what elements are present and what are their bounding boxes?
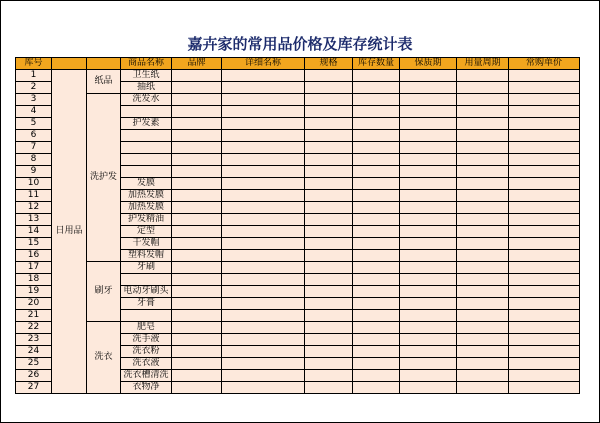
data-cell[interactable] [172, 70, 222, 82]
data-cell[interactable] [400, 274, 457, 286]
data-cell[interactable] [509, 94, 580, 106]
row-number[interactable]: 7 [16, 142, 52, 154]
data-cell[interactable] [457, 334, 509, 346]
subcategory-cell[interactable]: 纸品 [87, 70, 121, 94]
data-cell[interactable] [305, 82, 353, 94]
data-cell[interactable] [305, 274, 353, 286]
data-cell[interactable] [305, 298, 353, 310]
data-cell[interactable] [509, 334, 580, 346]
data-cell[interactable] [400, 226, 457, 238]
data-cell[interactable] [353, 118, 400, 130]
data-cell[interactable] [172, 82, 222, 94]
data-cell[interactable] [400, 142, 457, 154]
data-cell[interactable] [305, 130, 353, 142]
data-cell[interactable] [400, 310, 457, 322]
data-cell[interactable] [305, 166, 353, 178]
header-cell[interactable]: 常购单价 [509, 58, 580, 70]
subcategory-cell[interactable]: 洗衣 [87, 322, 121, 394]
data-cell[interactable] [353, 334, 400, 346]
data-cell[interactable] [400, 118, 457, 130]
data-cell[interactable] [400, 250, 457, 262]
item-name-cell[interactable]: 塑料发帽 [121, 250, 172, 262]
data-cell[interactable] [305, 190, 353, 202]
data-cell[interactable] [400, 214, 457, 226]
data-cell[interactable] [353, 166, 400, 178]
data-cell[interactable] [457, 178, 509, 190]
data-cell[interactable] [457, 382, 509, 394]
data-cell[interactable] [172, 190, 222, 202]
data-cell[interactable] [509, 118, 580, 130]
data-cell[interactable] [172, 262, 222, 274]
row-number[interactable]: 2 [16, 82, 52, 94]
item-name-cell[interactable]: 护发精油 [121, 214, 172, 226]
item-name-cell[interactable]: 洗衣液 [121, 358, 172, 370]
data-cell[interactable] [222, 238, 305, 250]
data-cell[interactable] [400, 358, 457, 370]
data-cell[interactable] [353, 226, 400, 238]
data-cell[interactable] [305, 334, 353, 346]
data-cell[interactable] [172, 94, 222, 106]
item-name-cell[interactable]: 发膜 [121, 178, 172, 190]
data-cell[interactable] [222, 118, 305, 130]
data-cell[interactable] [222, 334, 305, 346]
data-cell[interactable] [353, 106, 400, 118]
row-number[interactable]: 16 [16, 250, 52, 262]
data-cell[interactable] [509, 202, 580, 214]
data-cell[interactable] [457, 142, 509, 154]
data-cell[interactable] [172, 202, 222, 214]
data-cell[interactable] [509, 286, 580, 298]
header-cell[interactable]: 品牌 [172, 58, 222, 70]
row-number[interactable]: 5 [16, 118, 52, 130]
data-cell[interactable] [305, 286, 353, 298]
item-name-cell[interactable]: 衣物净 [121, 382, 172, 394]
row-number[interactable]: 22 [16, 322, 52, 334]
data-cell[interactable] [400, 166, 457, 178]
data-cell[interactable] [509, 166, 580, 178]
item-name-cell[interactable]: 洗发水 [121, 94, 172, 106]
data-cell[interactable] [172, 154, 222, 166]
data-cell[interactable] [305, 142, 353, 154]
data-cell[interactable] [172, 346, 222, 358]
data-cell[interactable] [172, 274, 222, 286]
category-main-cell[interactable]: 日用品 [52, 70, 87, 394]
item-name-cell[interactable]: 护发素 [121, 118, 172, 130]
data-cell[interactable] [509, 298, 580, 310]
header-cell[interactable]: 商品名称 [121, 58, 172, 70]
data-cell[interactable] [353, 370, 400, 382]
data-cell[interactable] [305, 250, 353, 262]
table-row [16, 94, 580, 106]
item-name-cell[interactable]: 电动牙刷头 [121, 286, 172, 298]
data-cell[interactable] [353, 274, 400, 286]
data-cell[interactable] [457, 298, 509, 310]
row-number[interactable]: 27 [16, 382, 52, 394]
subcategory-cell[interactable]: 刷牙 [87, 262, 121, 322]
item-name-cell[interactable] [121, 130, 172, 142]
data-cell[interactable] [400, 298, 457, 310]
data-cell[interactable] [353, 358, 400, 370]
data-cell[interactable] [172, 106, 222, 118]
header-cell[interactable] [87, 58, 121, 70]
row-number[interactable]: 20 [16, 298, 52, 310]
row-number[interactable]: 4 [16, 106, 52, 118]
item-name-cell[interactable]: 加热发膜 [121, 202, 172, 214]
row-number[interactable]: 15 [16, 238, 52, 250]
data-cell[interactable] [222, 154, 305, 166]
row-number[interactable]: 12 [16, 202, 52, 214]
data-cell[interactable] [400, 262, 457, 274]
data-cell[interactable] [400, 334, 457, 346]
data-cell[interactable] [172, 370, 222, 382]
item-name-cell[interactable] [121, 142, 172, 154]
data-cell[interactable] [457, 70, 509, 82]
data-cell[interactable] [305, 118, 353, 130]
header-cell[interactable]: 规格 [305, 58, 353, 70]
header-cell[interactable]: 库号 [16, 58, 52, 70]
data-cell[interactable] [353, 190, 400, 202]
data-cell[interactable] [172, 358, 222, 370]
data-cell[interactable] [222, 286, 305, 298]
data-cell[interactable] [509, 382, 580, 394]
data-cell[interactable] [457, 118, 509, 130]
data-cell[interactable] [305, 370, 353, 382]
data-cell[interactable] [457, 106, 509, 118]
data-cell[interactable] [172, 250, 222, 262]
data-cell[interactable] [172, 238, 222, 250]
data-cell[interactable] [353, 286, 400, 298]
data-cell[interactable] [172, 298, 222, 310]
data-cell[interactable] [222, 70, 305, 82]
data-cell[interactable] [400, 70, 457, 82]
data-cell[interactable] [400, 130, 457, 142]
data-cell[interactable] [457, 166, 509, 178]
data-cell[interactable] [222, 82, 305, 94]
row-number[interactable]: 14 [16, 226, 52, 238]
data-cell[interactable] [509, 262, 580, 274]
data-cell[interactable] [509, 130, 580, 142]
data-cell[interactable] [172, 226, 222, 238]
table-row [16, 70, 580, 82]
data-cell[interactable] [353, 70, 400, 82]
item-name-cell[interactable]: 肥皂 [121, 322, 172, 334]
data-cell[interactable] [305, 310, 353, 322]
data-cell[interactable] [172, 142, 222, 154]
data-cell[interactable] [400, 202, 457, 214]
data-cell[interactable] [222, 358, 305, 370]
data-cell[interactable] [509, 178, 580, 190]
data-cell[interactable] [400, 346, 457, 358]
row-number[interactable]: 13 [16, 214, 52, 226]
data-cell[interactable] [222, 190, 305, 202]
data-cell[interactable] [400, 154, 457, 166]
row-number[interactable]: 11 [16, 190, 52, 202]
data-cell[interactable] [305, 94, 353, 106]
data-cell[interactable] [400, 94, 457, 106]
data-cell[interactable] [509, 142, 580, 154]
data-cell[interactable] [172, 310, 222, 322]
data-cell[interactable] [222, 130, 305, 142]
row-number[interactable]: 19 [16, 286, 52, 298]
data-cell[interactable] [457, 82, 509, 94]
data-cell[interactable] [457, 154, 509, 166]
data-cell[interactable] [509, 190, 580, 202]
item-name-cell[interactable]: 牙膏 [121, 298, 172, 310]
data-cell[interactable] [305, 154, 353, 166]
data-cell[interactable] [457, 346, 509, 358]
data-cell[interactable] [400, 106, 457, 118]
data-cell[interactable] [457, 310, 509, 322]
data-cell[interactable] [222, 226, 305, 238]
data-cell[interactable] [353, 382, 400, 394]
data-cell[interactable] [457, 322, 509, 334]
table-row [16, 322, 580, 334]
data-cell[interactable] [353, 214, 400, 226]
data-cell[interactable] [400, 370, 457, 382]
data-cell[interactable] [457, 202, 509, 214]
data-cell[interactable] [305, 214, 353, 226]
data-cell[interactable] [172, 166, 222, 178]
row-number[interactable]: 24 [16, 346, 52, 358]
data-cell[interactable] [509, 322, 580, 334]
data-cell[interactable] [509, 358, 580, 370]
data-cell[interactable] [353, 142, 400, 154]
data-cell[interactable] [222, 298, 305, 310]
row-number[interactable]: 23 [16, 334, 52, 346]
data-cell[interactable] [353, 202, 400, 214]
data-cell[interactable] [509, 154, 580, 166]
row-number[interactable]: 1 [16, 70, 52, 82]
item-name-cell[interactable]: 干发帽 [121, 238, 172, 250]
item-name-cell[interactable]: 洗手液 [121, 334, 172, 346]
data-cell[interactable] [457, 190, 509, 202]
spreadsheet-table [15, 57, 580, 394]
data-cell[interactable] [509, 106, 580, 118]
data-cell[interactable] [509, 346, 580, 358]
data-cell[interactable] [222, 382, 305, 394]
data-cell[interactable] [222, 310, 305, 322]
data-cell[interactable] [353, 262, 400, 274]
data-cell[interactable] [222, 346, 305, 358]
data-cell[interactable] [172, 214, 222, 226]
data-cell[interactable] [509, 274, 580, 286]
data-cell[interactable] [305, 262, 353, 274]
data-cell[interactable] [222, 370, 305, 382]
data-cell[interactable] [222, 250, 305, 262]
data-cell[interactable] [509, 310, 580, 322]
data-cell[interactable] [305, 322, 353, 334]
item-name-cell[interactable]: 加热发膜 [121, 190, 172, 202]
data-cell[interactable] [457, 238, 509, 250]
data-cell[interactable] [457, 286, 509, 298]
data-cell[interactable] [305, 226, 353, 238]
data-cell[interactable] [172, 130, 222, 142]
item-name-cell[interactable] [121, 154, 172, 166]
subcategory-cell[interactable]: 洗护发 [87, 94, 121, 262]
data-cell[interactable] [172, 334, 222, 346]
row-number[interactable]: 8 [16, 154, 52, 166]
data-cell[interactable] [222, 322, 305, 334]
data-cell[interactable] [400, 82, 457, 94]
data-cell[interactable] [353, 130, 400, 142]
data-cell[interactable] [305, 70, 353, 82]
data-cell[interactable] [222, 214, 305, 226]
data-cell[interactable] [457, 262, 509, 274]
item-name-cell[interactable]: 卫生纸 [121, 70, 172, 82]
data-cell[interactable] [457, 214, 509, 226]
row-number[interactable]: 26 [16, 370, 52, 382]
data-cell[interactable] [353, 322, 400, 334]
data-cell[interactable] [172, 286, 222, 298]
row-number[interactable]: 25 [16, 358, 52, 370]
data-cell[interactable] [400, 322, 457, 334]
data-cell[interactable] [353, 94, 400, 106]
item-name-cell[interactable]: 牙刷 [121, 262, 172, 274]
row-number[interactable]: 9 [16, 166, 52, 178]
data-cell[interactable] [457, 94, 509, 106]
item-name-cell[interactable]: 洗衣粉 [121, 346, 172, 358]
data-cell[interactable] [509, 70, 580, 82]
data-cell[interactable] [509, 226, 580, 238]
data-cell[interactable] [172, 382, 222, 394]
item-name-cell[interactable]: 洗衣槽清洗 [121, 370, 172, 382]
data-cell[interactable] [305, 358, 353, 370]
data-cell[interactable] [172, 178, 222, 190]
data-cell[interactable] [222, 166, 305, 178]
data-cell[interactable] [457, 250, 509, 262]
data-cell[interactable] [305, 202, 353, 214]
data-cell[interactable] [353, 310, 400, 322]
header-cell[interactable]: 用量周期 [457, 58, 509, 70]
data-cell[interactable] [305, 382, 353, 394]
data-cell[interactable] [400, 286, 457, 298]
data-cell[interactable] [353, 154, 400, 166]
data-cell[interactable] [353, 82, 400, 94]
data-cell[interactable] [353, 250, 400, 262]
data-cell[interactable] [222, 178, 305, 190]
header-cell[interactable] [52, 58, 87, 70]
data-cell[interactable] [400, 382, 457, 394]
data-cell[interactable] [509, 238, 580, 250]
header-row [16, 58, 580, 70]
data-cell[interactable] [305, 238, 353, 250]
data-cell[interactable] [305, 346, 353, 358]
data-cell[interactable] [457, 274, 509, 286]
row-number[interactable]: 18 [16, 274, 52, 286]
data-cell[interactable] [509, 82, 580, 94]
table-row [16, 262, 580, 274]
row-number[interactable]: 10 [16, 178, 52, 190]
row-number[interactable]: 3 [16, 94, 52, 106]
header-cell[interactable]: 详细名称 [222, 58, 305, 70]
header-cell[interactable]: 库存数量 [353, 58, 400, 70]
data-cell[interactable] [509, 250, 580, 262]
item-name-cell[interactable] [121, 310, 172, 322]
row-number[interactable]: 21 [16, 310, 52, 322]
item-name-cell[interactable]: 定型 [121, 226, 172, 238]
data-cell[interactable] [457, 226, 509, 238]
data-cell[interactable] [457, 130, 509, 142]
data-cell[interactable] [457, 370, 509, 382]
data-cell[interactable] [457, 358, 509, 370]
data-cell[interactable] [353, 298, 400, 310]
row-number[interactable]: 17 [16, 262, 52, 274]
header-cell[interactable]: 保质期 [400, 58, 457, 70]
data-cell[interactable] [400, 190, 457, 202]
item-name-cell[interactable]: 抽纸 [121, 82, 172, 94]
data-cell[interactable] [509, 370, 580, 382]
item-name-cell[interactable] [121, 166, 172, 178]
data-cell[interactable] [222, 142, 305, 154]
data-cell[interactable] [400, 178, 457, 190]
data-cell[interactable] [222, 106, 305, 118]
item-name-cell[interactable] [121, 106, 172, 118]
item-name-cell[interactable] [121, 274, 172, 286]
data-cell[interactable] [172, 118, 222, 130]
data-cell[interactable] [509, 214, 580, 226]
data-cell[interactable] [222, 262, 305, 274]
data-cell[interactable] [353, 346, 400, 358]
data-cell[interactable] [222, 94, 305, 106]
data-cell[interactable] [353, 238, 400, 250]
page-title: 嘉卉家的常用品价格及库存统计表 [187, 35, 413, 53]
data-cell[interactable] [400, 238, 457, 250]
data-cell[interactable] [305, 106, 353, 118]
row-number[interactable]: 6 [16, 130, 52, 142]
data-cell[interactable] [305, 178, 353, 190]
data-cell[interactable] [222, 274, 305, 286]
data-cell[interactable] [172, 322, 222, 334]
data-cell[interactable] [222, 202, 305, 214]
data-cell[interactable] [353, 178, 400, 190]
